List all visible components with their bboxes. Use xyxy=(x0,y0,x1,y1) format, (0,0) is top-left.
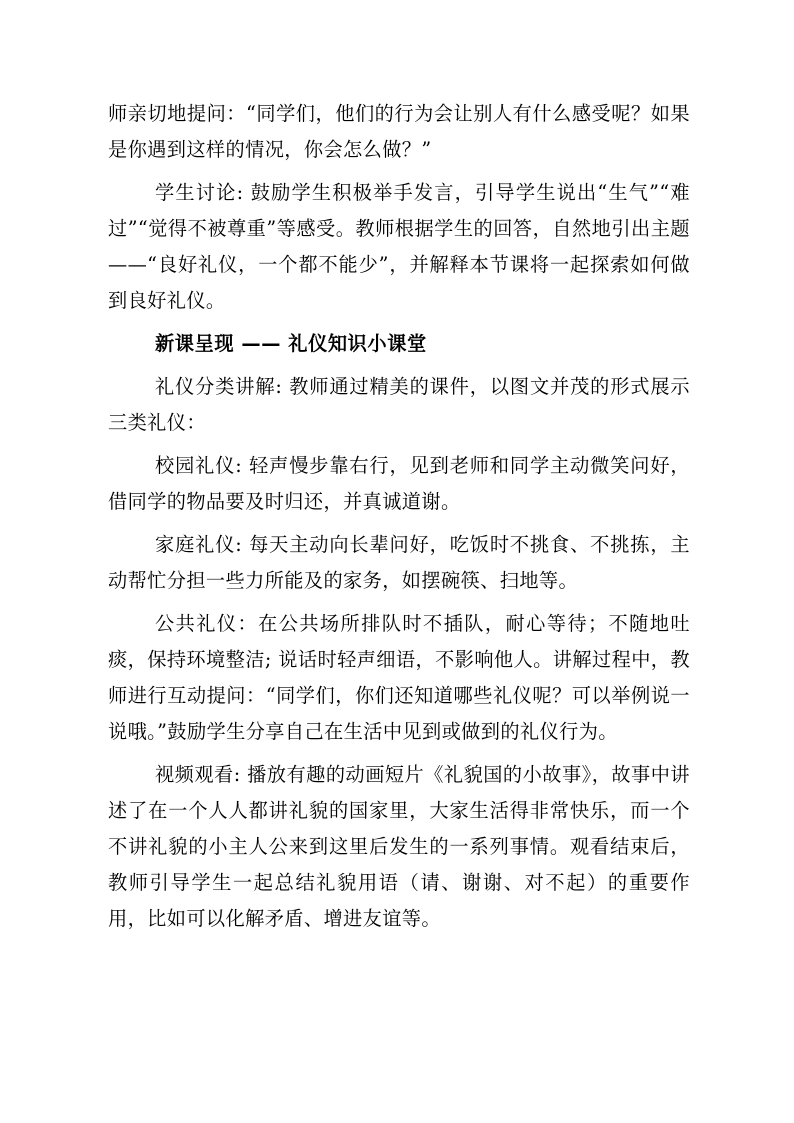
paragraph-campus-etiquette: 校园礼仪: 轻声慢步靠右行，见到老师和同学主动微笑问好，借同学的物品要及时归还，并真诚道谢。 xyxy=(108,454,690,513)
paragraph-student-discussion: 学生讨论: 鼓励学生积极举手发言，引导学生说出“生气”“难过”“觉得不被尊重”等感受。教师根据学生的回答，自然地引出主题——“良好礼仪，一个都不能少”，并解释本节课将一起探索如何做到良好礼仪。 xyxy=(108,181,690,312)
paragraph-video-watching: 视频观看: 播放有趣的动画短片《礼貌国的小故事》，故事中讲述了在一个人人都讲礼貌的国家里，大家生活得非常快乐，而一个不讲礼貌的小主人公来到这里后发生的一系列事情。观看结束后，教师引导学生一起总结礼貌用语（请、谢谢、对不起）的重要作用，比如可以化解矛盾、增进友谊等。 xyxy=(108,763,690,930)
paragraph-home-etiquette: 家庭礼仪: 每天主动向长辈问好，吃饭时不挑食、不挑拣，主动帮忙分担一些力所能及的家务，如摆碗筷、扫地等。 xyxy=(108,533,690,592)
paragraph-teacher-question: 师亲切地提问：“同学们，他们的行为会让别人有什么感受呢？如果是你遇到这样的情况，你会怎么做？” xyxy=(108,102,690,161)
paragraph-etiquette-categories: 礼仪分类讲解: 教师通过精美的课件，以图文并茂的形式展示三类礼仪： xyxy=(108,375,690,434)
paragraph-public-etiquette: 公共礼仪：在公共场所排队时不插队，耐心等待；不随地吐痰，保持环境整洁; 说话时轻声细语，不影响他人。讲解过程中，教师进行互动提问：“同学们，你们还知道哪些礼仪呢？可以举例说一说哦。”鼓励学生分享自己在生活中见到或做到的礼仪行为。 xyxy=(108,612,690,743)
document-body xyxy=(108,96,690,944)
section-heading: 新课呈现 —— 礼仪知识小课堂 xyxy=(155,332,427,355)
